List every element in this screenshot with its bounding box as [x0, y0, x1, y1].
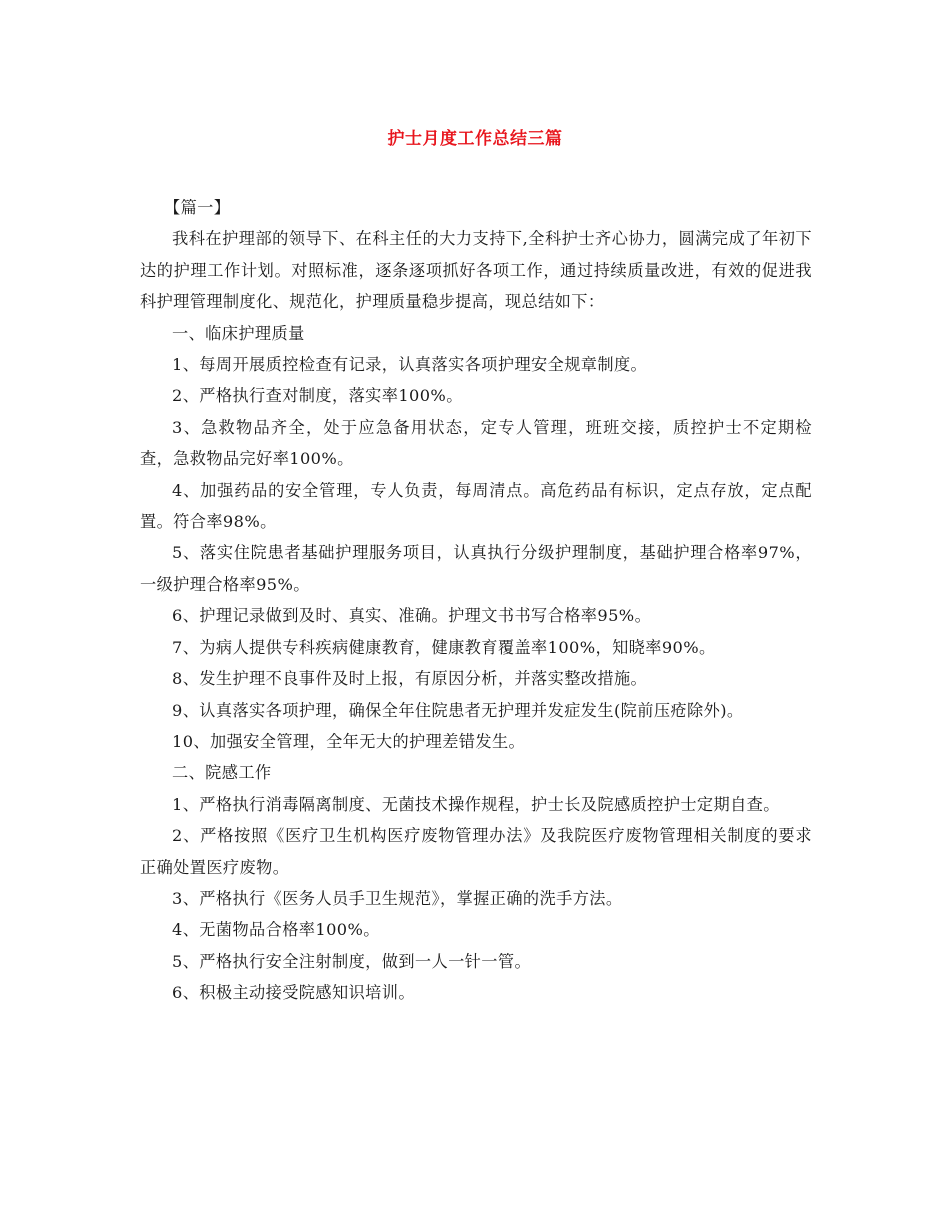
list-item: 3、急救物品齐全，处于应急备用状态，定专人管理，班班交接，质控护士不定期检查，急救物品完好率100%。: [140, 417, 812, 469]
list-item: 1、严格执行消毒隔离制度、无菌技术操作规程，护士长及院感质控护士定期自查。: [172, 794, 780, 814]
intro-paragraph: 我科在护理部的领导下、在科主任的大力支持下,全科护士齐心协力，圆满完成了年初下达的护理工作计划。对照标准，逐条逐项抓好各项工作，通过持续质量改进，有效的促进我科护理管理制度化、规范化，护理质量稳步提高，现总结如下：: [140, 229, 812, 312]
section-heading-clinical-nursing: 一、临床护理质量: [172, 323, 305, 343]
list-item: 1、每周开展质控检查有记录，认真落实各项护理安全规章制度。: [172, 355, 648, 375]
list-item: 2、严格执行查对制度，落实率100%。: [172, 386, 463, 406]
list-item: 9、认真落实各项护理，确保全年住院患者无护理并发症发生(院前压疮除外)。: [172, 700, 744, 720]
section-label-part-one: 【篇一】: [164, 198, 231, 217]
list-item: 6、护理记录做到及时、真实、准确。护理文书书写合格率95%。: [172, 606, 652, 626]
list-item: 5、严格执行安全注射制度，做到一人一针一管。: [172, 951, 532, 971]
document-title: 护士月度工作总结三篇: [387, 129, 563, 149]
document-body: [140, 192, 812, 1009]
list-item: 2、严格按照《医疗卫生机构医疗废物管理办法》及我院医疗废物管理相关制度的要求正确处置医疗废物。: [140, 826, 812, 877]
list-item: 8、发生护理不良事件及时上报，有原因分析，并落实整改措施。: [172, 669, 648, 689]
list-item: 6、积极主动接受院感知识培训。: [172, 983, 415, 1003]
section-heading-infection-control: 二、院感工作: [172, 763, 272, 783]
list-item: 3、严格执行《医务人员手卫生规范》，掌握正确的洗手方法。: [172, 888, 623, 908]
list-item: 5、落实住院患者基础护理服务项目，认真执行分级护理制度，基础护理合格率97%，一级护理合格率95%。: [140, 543, 812, 594]
list-item: 4、无菌物品合格率100%。: [172, 920, 380, 940]
list-item: 7、为病人提供专科疾病健康教育，健康教育覆盖率100%，知晓率90%。: [172, 637, 716, 657]
list-item: 10、加强安全管理，全年无大的护理差错发生。: [172, 731, 526, 751]
list-item: 4、加强药品的安全管理，专人负责，每周清点。高危药品有标识，定点存放，定点配置。符合率98%。: [140, 480, 812, 532]
